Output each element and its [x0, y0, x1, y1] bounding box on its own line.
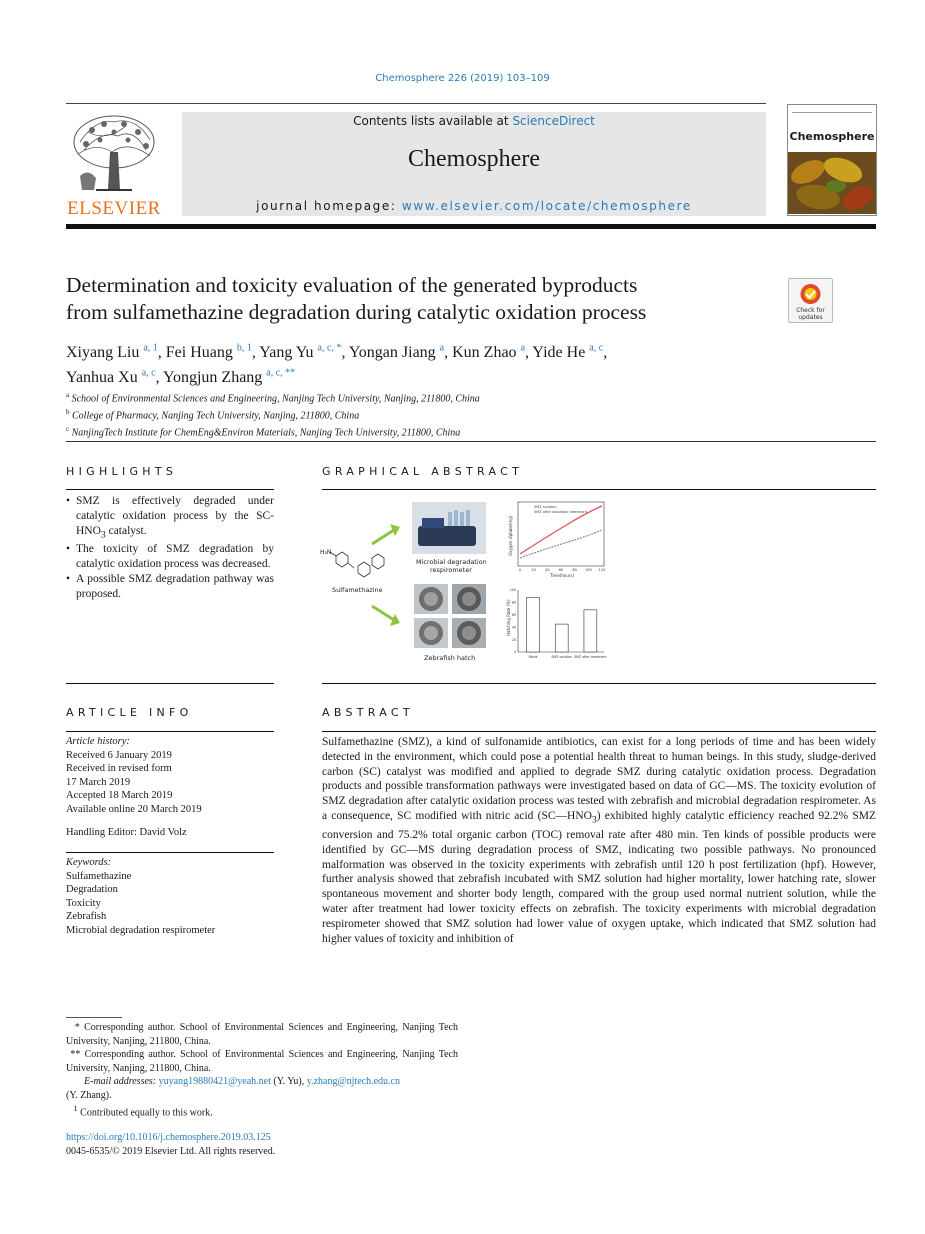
svg-text:H₂N: H₂N	[320, 549, 332, 556]
bar-category-label: SMZ after treatment	[574, 655, 607, 659]
author: Yongan Jiang $^a$,	[348, 343, 453, 362]
footnote-corresponding-2: ** Corresponding author. School of Environmental Sciences and Engineering, Nanjing Tech University, Nanjing, 211800, China.	[66, 1049, 459, 1074]
highlights-heading: HIGHLIGHTS	[66, 465, 178, 478]
copyright: 0045-6535/© 2019 Elsevier Ltd. All rights reserved.	[66, 1145, 276, 1157]
oxygen-uptake-chart	[508, 502, 605, 578]
keyword: Microbial degradation respirometer	[66, 924, 216, 936]
footnote-email-owner: (Y. Zhang).	[66, 1089, 112, 1101]
bar-y-tick: 0	[513, 650, 516, 655]
molecule-label: Sulfamethazine	[332, 586, 383, 594]
history-entry: Accepted 18 March 2019	[66, 790, 173, 801]
cover-rule	[792, 108, 872, 113]
graphical-abstract-heading: GRAPHICAL ABSTRACT	[322, 465, 524, 478]
footnotes	[66, 1021, 458, 1120]
respirometer-label-line-2: respirometer	[430, 566, 472, 574]
svg-text:updates: updates	[798, 314, 823, 321]
header-thick-rule	[66, 224, 876, 229]
cover-title: Chemosphere	[789, 130, 875, 143]
author: Yang Yu $^{a, c, *}$,	[259, 343, 349, 362]
handling-editor: Handling Editor: David Volz	[66, 827, 187, 838]
graphical-abstract-figure	[318, 496, 610, 666]
homepage-prefix: journal homepage:	[256, 199, 402, 213]
author: Yide He $^{a, c}$,	[532, 343, 608, 362]
graphical-abstract-bottom-rule	[322, 683, 876, 684]
legend-entry: SMZ after oxidation treatment	[534, 510, 587, 514]
author-list	[66, 339, 786, 388]
journal-cover[interactable]	[787, 104, 877, 216]
bar-category-label: Blank	[528, 655, 538, 659]
keyword: Degradation	[66, 884, 118, 895]
homepage-link[interactable]: www.elsevier.com/locate/chemosphere	[401, 199, 692, 213]
line-x-tick: 20	[531, 568, 536, 572]
cover-leaves-image	[788, 152, 876, 214]
legend-entry: SMZ solution	[534, 505, 557, 509]
journal-title: Chemosphere	[408, 146, 540, 172]
series-line-smz	[520, 530, 602, 558]
title-line-1: Determination and toxicity evaluation of the generated byproducts	[66, 273, 638, 297]
svg-text:Check for: Check for	[796, 307, 825, 314]
email-link[interactable]: y.zhang@njtech.edu.cn	[306, 1076, 400, 1087]
footnote-equal-contribution: $^1$ Contributed equally to this work.	[73, 1104, 213, 1119]
paper-title	[66, 272, 766, 326]
keyword: Zebrafish	[66, 911, 107, 922]
article-history	[66, 735, 276, 840]
check-for-updates-button[interactable]	[788, 278, 833, 323]
history-entry: Received in revised form	[66, 763, 172, 774]
sulfamethazine-structure	[330, 552, 384, 577]
keywords-label: Keywords:	[66, 857, 112, 868]
bar	[555, 624, 568, 652]
respirometer-photo	[412, 502, 486, 554]
contents-line	[182, 114, 766, 128]
footnote-corresponding-1: * Corresponding author. School of Environmental Sciences and Engineering, Nanjing Tech University, Nanjing, 211800, China.	[66, 1022, 459, 1047]
history-label: Article history:	[66, 736, 130, 747]
doi-link[interactable]: https://doi.org/10.1016/j.chemosphere.2019.03.125	[66, 1132, 271, 1143]
author: Yongjun Zhang $^{a, c, **}$	[163, 367, 296, 386]
publisher-wordmark: ELSEVIER	[67, 198, 161, 219]
abstract-heading: ABSTRACT	[322, 706, 414, 719]
keywords-rule	[66, 852, 274, 853]
bar-y-tick: 40	[511, 625, 516, 630]
affiliation: $^c$ NanjingTech Institute for ChemEng&Environ Materials, Nanjing Tech University, 211800, China	[66, 424, 461, 438]
line-x-tick: 40	[545, 568, 550, 572]
footnote-emails: E-mail addresses: yuyang19880421@yeah.net (Y. Yu), y.zhang@njtech.edu.cn	[84, 1076, 400, 1087]
check-updates-icon	[789, 279, 832, 322]
highlights-bottom-rule	[66, 683, 274, 684]
abstract-rule	[322, 731, 876, 732]
sciencedirect-link[interactable]: ScienceDirect	[512, 114, 595, 128]
affiliation: $^a$ School of Environmental Sciences and Engineering, Nanjing Tech University, Nanjing, 211800, China	[66, 391, 480, 405]
arrow-up-icon	[372, 524, 400, 544]
title-line-2: from sulfamethazine degradation during catalytic oxidation process	[66, 300, 647, 324]
line-x-tick: 80	[572, 568, 577, 572]
graphical-abstract-svg	[318, 496, 610, 666]
bar	[584, 610, 597, 652]
line-x-tick: 120	[598, 568, 606, 572]
line-x-tick: 100	[584, 568, 592, 572]
author: Kun Zhao $^a$,	[452, 343, 533, 362]
contents-prefix: Contents lists available at	[353, 114, 513, 128]
zebrafish-label: Zebrafish hatch	[424, 654, 476, 662]
keyword: Toxicity	[66, 897, 101, 909]
email-link[interactable]: yuyang19880421@yeah.net	[158, 1076, 271, 1087]
bar	[527, 597, 540, 652]
journal-reference[interactable]: Chemosphere 226 (2019) 103–109	[375, 73, 550, 84]
header-rule	[66, 103, 766, 104]
line-x-tick: 60	[558, 568, 564, 572]
keyword: Sulfamethazine	[66, 870, 132, 882]
highlights-list	[66, 494, 274, 602]
author: Xiyang Liu $^{a, 1}$,	[66, 343, 166, 362]
author: Yanhua Xu $^{a, c}$,	[66, 367, 164, 386]
homepage-line	[182, 199, 766, 213]
affiliation: $^b$ College of Pharmacy, Nanjing Tech University, Nanjing, 211800, China	[66, 407, 360, 422]
highlights-rule	[66, 489, 274, 490]
zebrafish-photos	[414, 584, 486, 648]
bar-y-tick: 80	[511, 600, 516, 605]
bar-category-label: SMZ solution	[551, 655, 573, 659]
respirometer-label-line-1: Microbial degradation	[416, 558, 487, 566]
abstract-body: Sulfamethazine (SMZ), a kind of sulfonamide antibiotics, can exist for a long periods of time and has been widely detected in the environment, which could pose a potential health threat to human beings. In this study, sludge-derived carbon (SC) catalyst was modified and applied to degrade SMZ during catalytic oxidation process. Degradation products and possible transformation pathways were investigated based on data of GC—MS. The toxicity evolution of SMZ degradation after catalytic oxidation process was tested with zebrafish and microbial degradation respirometer. As a consequence, SC modified with nitric acid $(SC—HNO_3)$ exhibited highly catalytic efficiency reached 92.2% SMZ conversion and 75.2% total organic carbon (TOC) removal rate after 480 min. Ten kinds of possible products were identified by GC—MS during degradation process of SMZ, indicating two possible pathways. No pronounced malformation was observed in the toxicity experiments with zebrafish until 120 h post fertilization (hpf). However, further analysis showed that zebrafish incubated with SMZ solution had higher mortality, lower hatching rate, slower spontaneous movement and shorter body length, compared with the group used normal nutrient solution, while the water after treatment had lower toxicity effects on zebrafish. The toxicity experiments with microbial degradation respirometer showed that SMZ solution had lower value of oxygen uptake, which indicated that SMZ solution had higher values of toxicity and inhibition of	[322, 736, 876, 945]
article-info-rule	[66, 731, 274, 732]
history-entry: 17 March 2019	[66, 776, 131, 788]
highlight-item: • A possible SMZ degradation pathway was proposed.	[66, 572, 274, 602]
bar-y-tick: 60	[511, 613, 516, 617]
bar-y-tick: 20	[511, 637, 516, 642]
highlight-item: • SMZ is effectively degraded under catalytic oxidation process by the $SC-HNO_3$ catalyst.	[66, 494, 274, 542]
article-info-heading: ARTICLE INFO	[66, 706, 193, 719]
bar-chart-ylabel: Hatching Rate (%)	[506, 599, 511, 636]
highlight-item: • The toxicity of SMZ degradation by catalytic oxidation process was decreased.	[66, 542, 274, 572]
affiliations	[66, 389, 766, 439]
hatching-rate-chart	[506, 588, 607, 659]
graphical-abstract-rule	[322, 489, 876, 490]
footnote-rule	[66, 1017, 122, 1018]
author: Fei Huang $^{b, 1}$,	[165, 343, 260, 362]
line-chart-ylabel: Oxygen Uptake(mg)	[508, 515, 513, 556]
history-entry: Received 6 January 2019	[66, 749, 172, 761]
line-chart-xlabel: Time(hours)	[550, 573, 575, 578]
doi-block	[66, 1131, 466, 1158]
affiliation-rule	[66, 441, 876, 442]
history-entry: Available online 20 March 2019	[66, 803, 202, 815]
bar-y-tick: 100	[509, 588, 516, 593]
keywords	[66, 856, 276, 937]
line-x-tick: 0	[518, 568, 522, 572]
arrow-down-icon	[372, 606, 400, 626]
